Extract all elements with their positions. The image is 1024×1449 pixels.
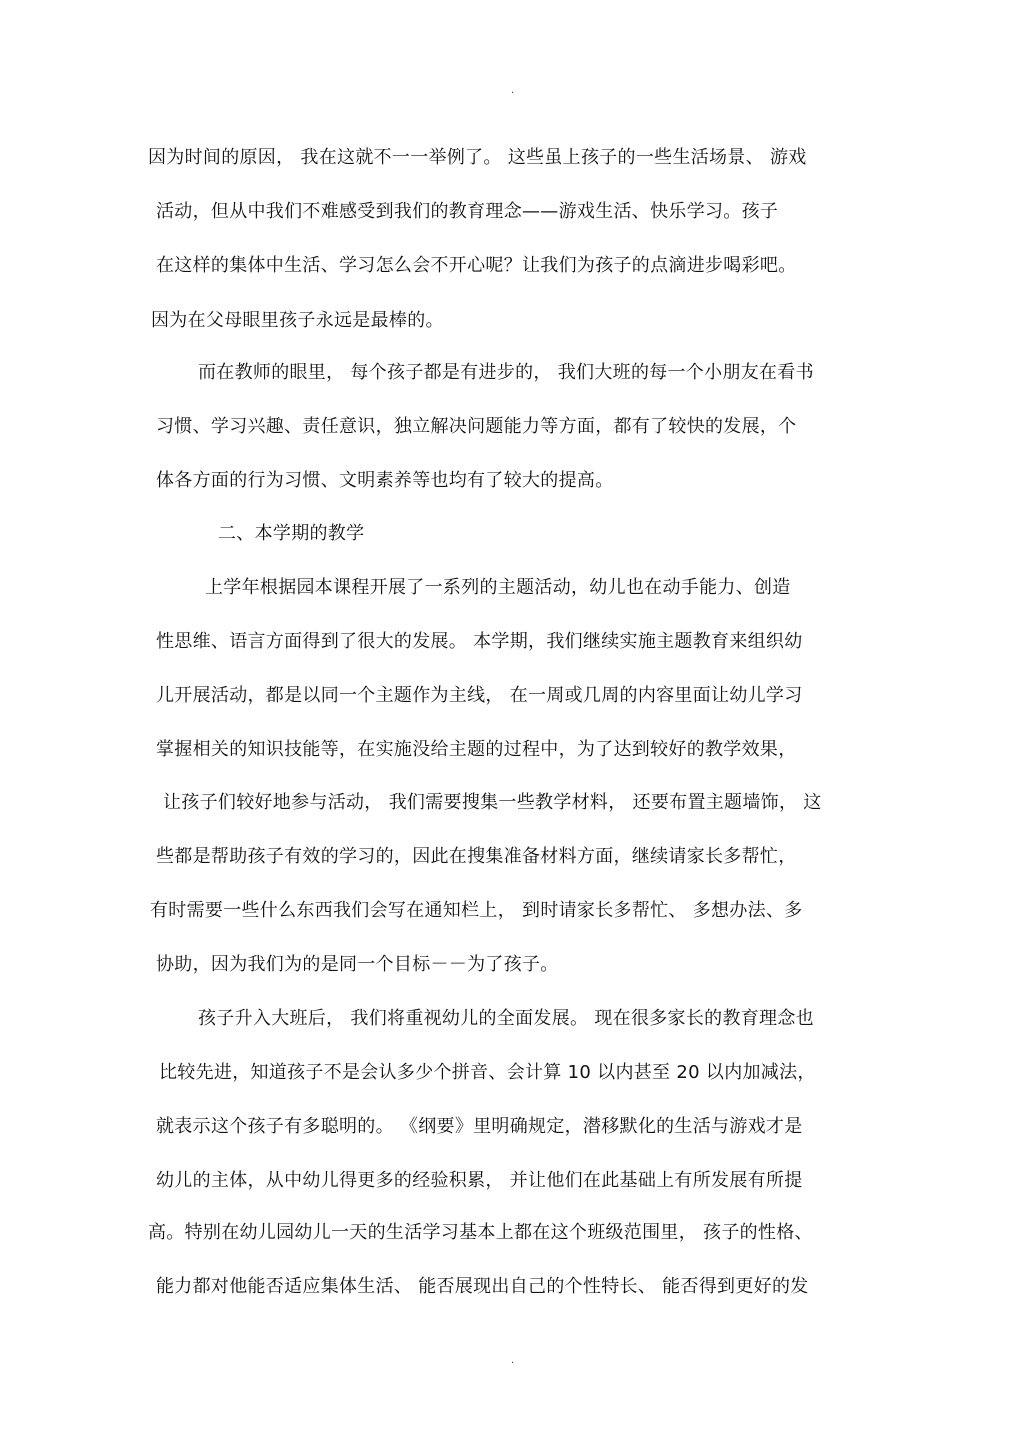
- text-line-20: 幼儿的主体，从中幼儿得更多的经验积累， 并让他们在此基础上有所发展有所提: [156, 1170, 803, 1191]
- text-line-2: 活动，但从中我们不难感受到我们的教育理念——游戏生活、快乐学习。孩子: [156, 201, 779, 222]
- section-heading: 二、本学期的教学: [218, 523, 365, 544]
- text-line-12: 掌握相关的知识技能等，在实施没给主题的过程中，为了达到较好的教学效果，: [156, 739, 797, 760]
- text-line-3: 在这样的集体中生活、学习怎么会不开心呢？让我们为孩子的点滴进步喝彩吧。: [156, 255, 797, 276]
- header-mark: .: [511, 85, 515, 96]
- text-line-11: 儿开展活动，都是以同一个主题作为主线， 在一周或几周的内容里面让幼儿学习: [156, 685, 803, 706]
- text-line-19: 就表示这个孩子有多聪明的。 《纲要》里明确规定，潜移默化的生活与游戏才是: [156, 1116, 803, 1137]
- text-line-7: 体各方面的行为习惯、文明素养等也均有了较大的提高。: [156, 470, 614, 491]
- text-line-14: 些都是帮助孩子有效的学习的，因此在搜集准备材料方面，继续请家长多帮忙，: [156, 846, 797, 867]
- text-line-5: 而在教师的眼里， 每个孩子都是有进步的， 我们大班的每一个小朋友在看书: [198, 362, 814, 383]
- text-line-1: 因为时间的原因， 我在这就不一一举例了。 这些虽上孩子的一些生活场景、 游戏: [148, 147, 807, 168]
- text-line-10: 性思维、语言方面得到了很大的发展。 本学期，我们继续实施主题教育来组织幼: [156, 631, 803, 652]
- text-line-21: 高。特别在幼儿园幼儿一天的生活学习基本上都在这个班级范围里， 孩子的性格、: [148, 1222, 813, 1243]
- text-line-17: 孩子升入大班后， 我们将重视幼儿的全面发展。 现在很多家长的教育理念也: [198, 1008, 814, 1029]
- text-line-15: 有时需要一些什么东西我们会写在通知栏上， 到时请家长多帮忙、 多想办法、多: [150, 900, 803, 921]
- text-line-16: 协助，因为我们为的是同一个目标－－为了孩子。: [156, 954, 559, 975]
- text-line-22: 能力都对他能否适应集体生活、 能否展现出自己的个性特长、 能否得到更好的发: [156, 1276, 809, 1297]
- text-line-4: 因为在父母眼里孩子永远是最棒的。: [151, 310, 444, 331]
- text-line-18: 比较先进，知道孩子不是会认多少个拼音、会计算 10 以内甚至 20 以内加减法，: [159, 1062, 816, 1083]
- text-line-6: 习惯、学习兴趣、责任意识，独立解决问题能力等方面，都有了较快的发展，个: [156, 416, 797, 437]
- footer-mark: .: [511, 1355, 515, 1366]
- text-line-9: 上学年根据园本课程开展了一系列的主题活动，幼儿也在动手能力、创造: [205, 577, 791, 598]
- text-line-13: 让孩子们较好地参与活动， 我们需要搜集一些教学材料， 还要布置主题墙饰， 这: [163, 792, 822, 813]
